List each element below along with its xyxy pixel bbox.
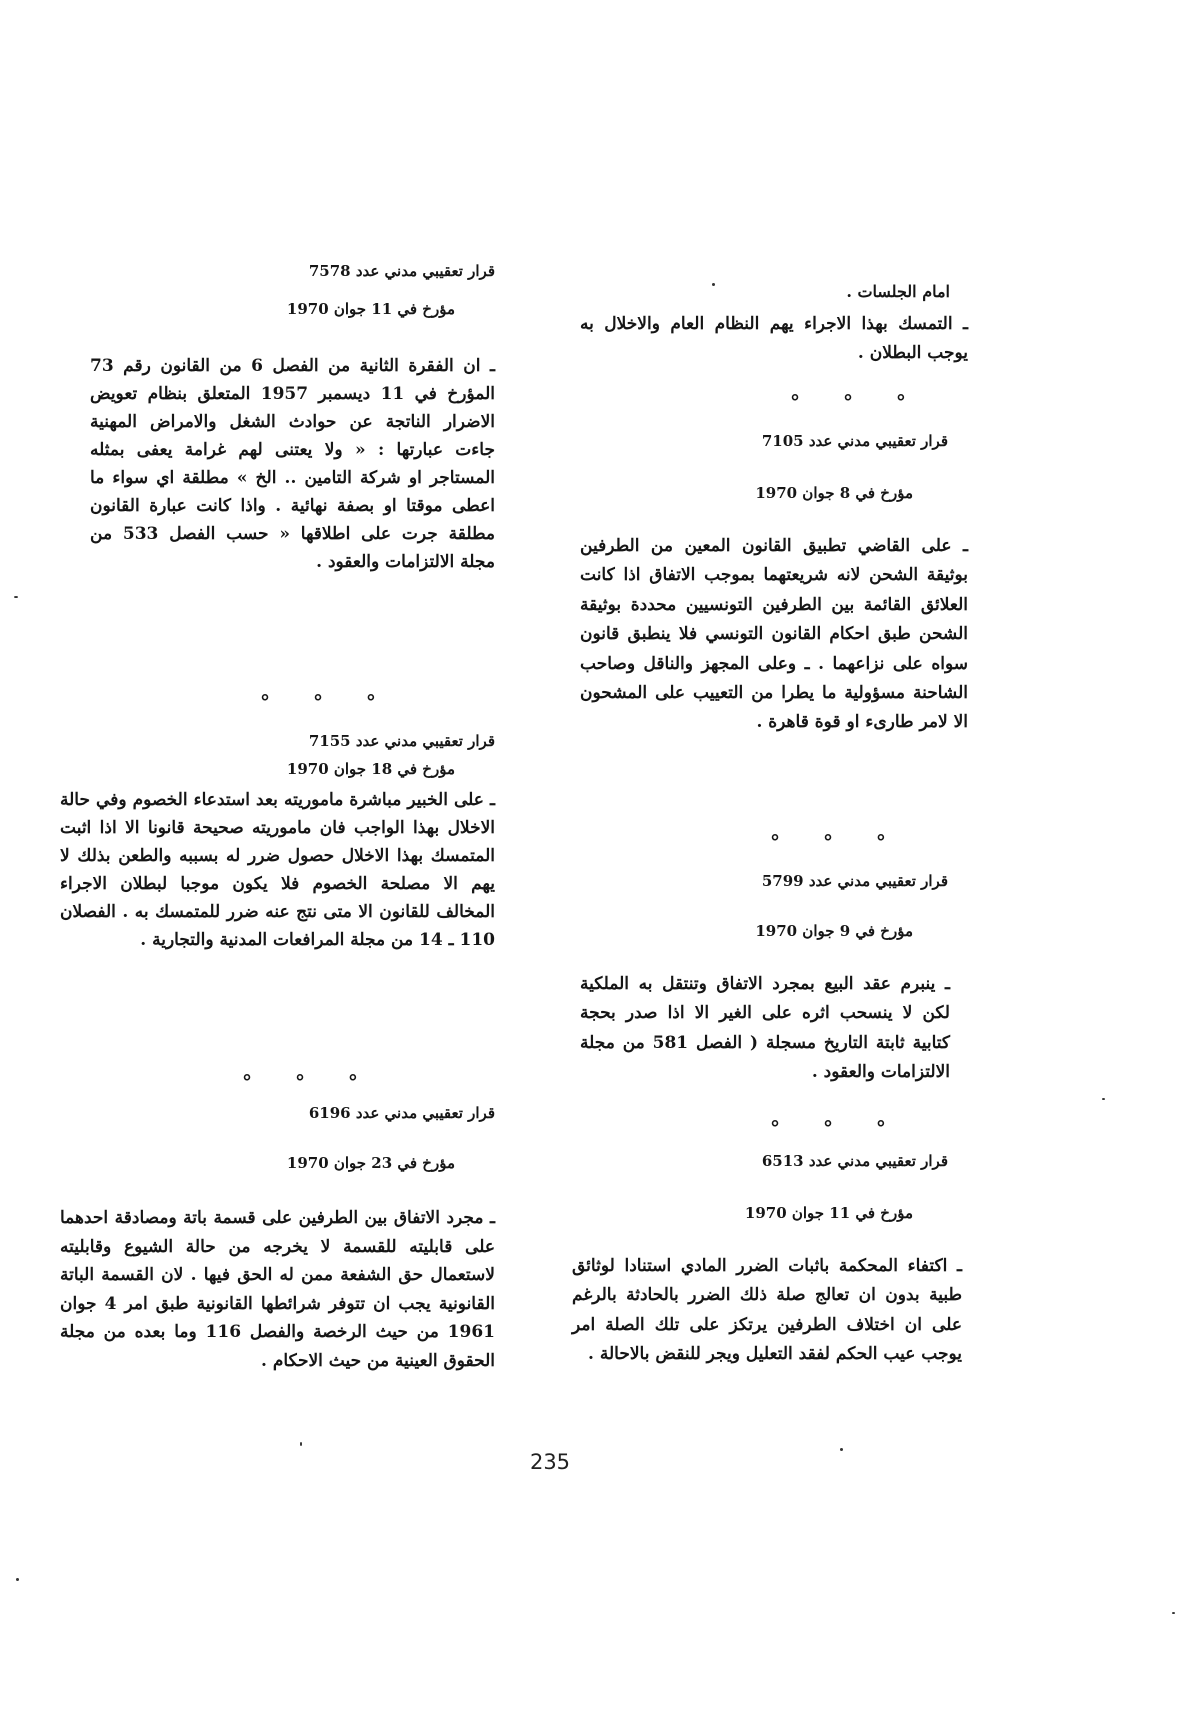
decision-title: قرار تعقيبي مدني عدد 6513 [761,1152,948,1170]
separator-dots: ° ° ° [770,1116,904,1140]
decision-text: ـ ان الفقرة الثانية من الفصل 6 من القانون رقم 73 المؤرخ في 11 ديسمبر 1957 المتعلق بنظام تعويض الاضرار الناتجة عن حوادث الشغل والامراض المهنية جاءت عبارتها : « ولا يعتنى لهم غرامة يعفى بمثله المستاجر او شركة التامين .. الخ » مطلقة اي سواء ما اعطى موقتا او بصفة نهائية . واذا كانت عبارة القانون مطلقة جرت على اطلاقها « حسب الفصل 533 من مجلة الالتزامات والعقود . [90,356,495,572]
intro-text: ـ التمسك بهذا الاجراء يهم النظام العام والاخلال به يوجب البطلان . [580,314,968,363]
decision-title: قرار تعقيبي مدني عدد 7105 [761,432,948,450]
decision-date: مؤرخ في 8 جوان 1970 [755,484,913,502]
page-number: 235 [529,1450,571,1474]
decision-text: ـ على القاضي تطبيق القانون المعين من الطرفين بوثيقة الشحن لانه شريعتهما بموجب الاتفاق اذا كانت العلائق القائمة بين الطرفين التونسيين محددة بوثيقة الشحن طبق احكام القانون التونسي فلا ينطبق قانون سواه على نزاعهما . ـ وعلى المجهز والناقل وصاحب الشاحنة مسؤولية ما يطرا من التعييب على المشحون الا لامر طارىء او قوة قاهرة . [580,536,968,733]
decision-title: قرار تعقيبي مدني عدد 7155 [308,732,495,750]
decision-date: مؤرخ في 11 جوان 1970 [286,300,455,318]
scan-speck [1102,1098,1105,1100]
scan-speck [16,1578,19,1581]
scan-speck [712,283,715,286]
scan-speck [1172,1612,1175,1614]
decision-date: مؤرخ في 11 جوان 1970 [744,1204,913,1222]
separator-dots: ° ° ° [242,1070,376,1094]
decision-text: ـ اكتفاء المحكمة باثبات الضرر المادي استنادا لوثائق طبية بدون ان تعالج صلة ذلك الضرر بالحادثة بالرغم على ان اختلاف الطرفين يرتكز على تلك الصلة امر يوجب عيب الحكم لفقد التعليل ويجر للنقض بالاحالة . [572,1256,962,1365]
decision-title: قرار تعقيبي مدني عدد 6196 [308,1104,495,1122]
scan-speck [14,596,18,598]
decision-date: مؤرخ في 23 جوان 1970 [286,1154,455,1172]
scan-speck [840,1448,843,1451]
decision-date: مؤرخ في 18 جوان 1970 [286,760,455,778]
decision-title: قرار تعقيبي مدني عدد 7578 [308,262,495,280]
separator-dots: ° ° ° [260,690,394,714]
decision-text: ـ على الخبير مباشرة ماموريته بعد استدعاء الخصوم وفي حالة الاخلال بهذا الواجب فان ماموريته صحيحة قانونا الا اذا اثبت المتمسك بهذا الاخلال حصول ضرر له بسببه والطعن بذلك لا يهم الا مصلحة الخصوم فلا يكون موجبا لبطلان الاجراء المخالف للقانون الا متى نتج عنه ضرر للمتمسك به . الفصلان 110 ـ 14 من مجلة المرافعات المدنية والتجارية . [60,790,495,950]
separator-dots: ° ° ° [790,390,924,414]
decision-title: قرار تعقيبي مدني عدد 5799 [761,872,948,890]
decision-date: مؤرخ في 9 جوان 1970 [755,922,913,940]
scan-speck [300,1442,302,1446]
intro-heading: امام الجلسات . [846,282,950,301]
decision-text: ـ ينبرم عقد البيع بمجرد الاتفاق وتنتقل به الملكية لكن لا ينسحب اثره على الغير الا اذا صدر بحجة كتابية ثابتة التاريخ مسجلة ( الفصل 581 من مجلة الالتزامات والعقود . [580,974,950,1083]
decision-text: ـ مجرد الاتفاق بين الطرفين على قسمة باتة ومصادقة احدهما على قابليته للقسمة لا يخرجه من حالة الشيوع وقابليته لاستعمال حق الشفعة ممن له الحق فيها . لان القسمة الباتة القانونية يجب ان تتوفر شرائطها القانونية طبق امر 4 جوان 1961 من حيث الرخصة والفصل 116 وما بعده من مجلة الحقوق العينية من حيث الاحكام . [60,1208,495,1371]
separator-dots: ° ° ° [770,830,904,854]
